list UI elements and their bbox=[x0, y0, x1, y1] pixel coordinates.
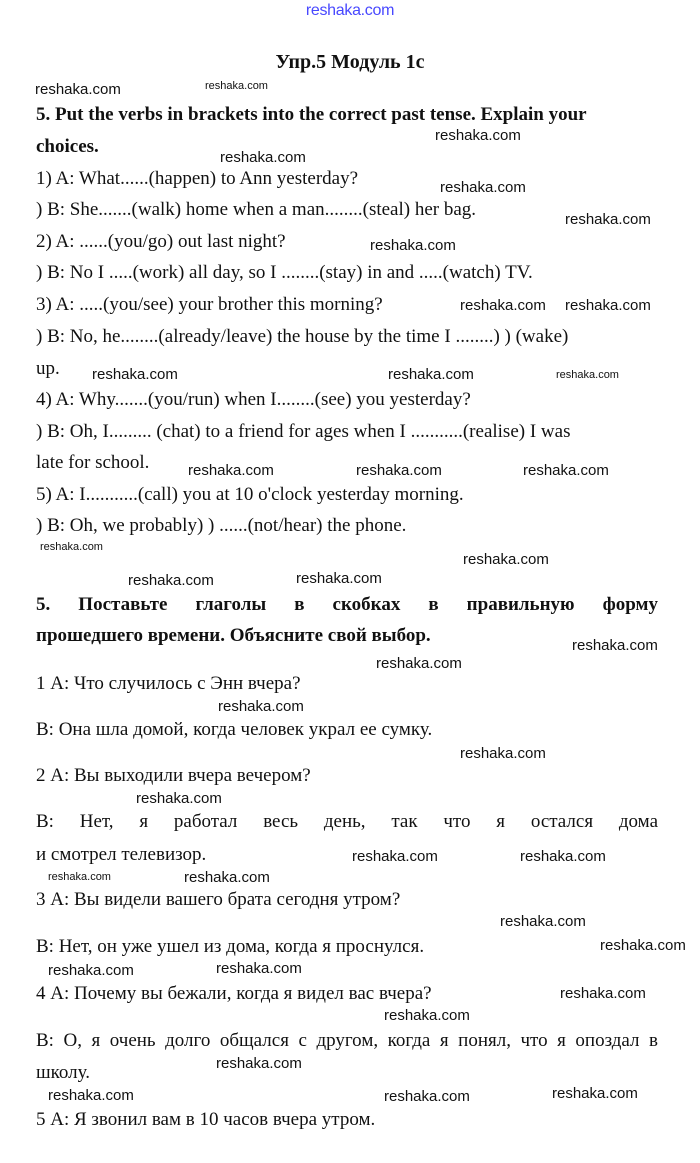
watermark: reshaka.com bbox=[552, 1085, 638, 1102]
watermark: reshaka.com bbox=[370, 237, 456, 254]
watermark: reshaka.com bbox=[92, 366, 178, 383]
watermark: reshaka.com bbox=[556, 369, 619, 381]
russian-line: 3 А: Вы видели вашего брата сегодня утром? bbox=[36, 889, 401, 910]
watermark: reshaka.com bbox=[220, 149, 306, 166]
russian-line: 2 А: Вы выходили вчера вечером? bbox=[36, 765, 311, 786]
watermark: reshaka.com bbox=[388, 366, 474, 383]
watermark: reshaka.com bbox=[48, 962, 134, 979]
watermark: reshaka.com bbox=[188, 462, 274, 479]
watermark: reshaka.com bbox=[440, 179, 526, 196]
watermark: reshaka.com bbox=[48, 871, 111, 883]
watermark: reshaka.com bbox=[205, 80, 268, 92]
russian-line: В: Она шла домой, когда человек украл ее сумку. bbox=[36, 719, 433, 740]
russian-line: В: Нет, он уже ушел из дома, когда я проснулся. bbox=[36, 936, 425, 957]
watermark: reshaka.com bbox=[500, 913, 586, 930]
watermark: reshaka.com bbox=[572, 637, 658, 654]
watermark: reshaka.com bbox=[40, 541, 103, 553]
english-task-heading: 5. Put the verbs in brackets into the correct past tense. Explain your bbox=[36, 104, 587, 125]
russian-line: В: Нет, я работал весь день, так что я остался дома bbox=[36, 811, 658, 832]
watermark: reshaka.com bbox=[218, 698, 304, 715]
site-watermark-header: reshaka.com bbox=[305, 2, 395, 19]
english-line: 1) A: What......(happen) to Ann yesterday? bbox=[36, 168, 359, 189]
english-line: ) B: No, he........(already/leave) the house by the time I ........) ) (wake) bbox=[36, 326, 569, 347]
english-line: 5) A: I...........(call) you at 10 o'clock yesterday morning. bbox=[36, 484, 464, 505]
watermark: reshaka.com bbox=[216, 1055, 302, 1072]
english-task-heading-cont: choices. bbox=[36, 136, 99, 157]
watermark: reshaka.com bbox=[384, 1088, 470, 1105]
russian-task-heading: 5. Поставьте глаголы в скобках в правильную форму bbox=[36, 594, 658, 615]
watermark: reshaka.com bbox=[600, 937, 686, 954]
watermark: reshaka.com bbox=[523, 462, 609, 479]
watermark: reshaka.com bbox=[560, 985, 646, 1002]
watermark: reshaka.com bbox=[565, 211, 651, 228]
watermark: reshaka.com bbox=[384, 1007, 470, 1024]
watermark: reshaka.com bbox=[48, 1087, 134, 1104]
watermark: reshaka.com bbox=[35, 81, 121, 98]
english-line: ) B: Oh, I......... (chat) to a friend for ages when I ...........(realise) I was bbox=[36, 421, 571, 442]
watermark: reshaka.com bbox=[296, 570, 382, 587]
watermark: reshaka.com bbox=[356, 462, 442, 479]
russian-line: школу. bbox=[36, 1062, 90, 1083]
watermark: reshaka.com bbox=[565, 297, 651, 314]
english-line: late for school. bbox=[36, 452, 150, 473]
watermark: reshaka.com bbox=[435, 127, 521, 144]
english-line: ) B: No I .....(work) all day, so I ........(stay) in and .....(watch) TV. bbox=[36, 262, 533, 283]
russian-line: 5 А: Я звонил вам в 10 часов вчера утром. bbox=[36, 1109, 376, 1130]
english-line: 4) A: Why.......(you/run) when I........(see) you yesterday? bbox=[36, 389, 471, 410]
watermark: reshaka.com bbox=[460, 745, 546, 762]
watermark: reshaka.com bbox=[136, 790, 222, 807]
russian-line: 1 А: Что случилось с Энн вчера? bbox=[36, 673, 301, 694]
watermark: reshaka.com bbox=[460, 297, 546, 314]
english-line: 2) A: ......(you/go) out last night? bbox=[36, 231, 286, 252]
watermark: reshaka.com bbox=[463, 551, 549, 568]
english-line: ) B: Oh, we probably) ) ......(not/hear) the phone. bbox=[36, 515, 407, 536]
watermark: reshaka.com bbox=[184, 869, 270, 886]
watermark: reshaka.com bbox=[128, 572, 214, 589]
watermark: reshaka.com bbox=[352, 848, 438, 865]
russian-task-heading-cont: прошедшего времени. Объясните свой выбор. bbox=[36, 625, 431, 646]
page-title: Упр.5 Модуль 1с bbox=[275, 51, 425, 73]
english-line: 3) A: .....(you/see) your brother this morning? bbox=[36, 294, 383, 315]
english-line: ) B: She.......(walk) home when a man........(steal) her bag. bbox=[36, 199, 477, 220]
watermark: reshaka.com bbox=[376, 655, 462, 672]
watermark: reshaka.com bbox=[520, 848, 606, 865]
russian-line: 4 А: Почему вы бежали, когда я видел вас вчера? bbox=[36, 983, 432, 1004]
russian-line: и смотрел телевизор. bbox=[36, 844, 207, 865]
english-line: up. bbox=[36, 358, 60, 379]
watermark: reshaka.com bbox=[216, 960, 302, 977]
russian-line: В: О, я очень долго общался с другом, когда я понял, что я опоздал в bbox=[36, 1030, 658, 1051]
